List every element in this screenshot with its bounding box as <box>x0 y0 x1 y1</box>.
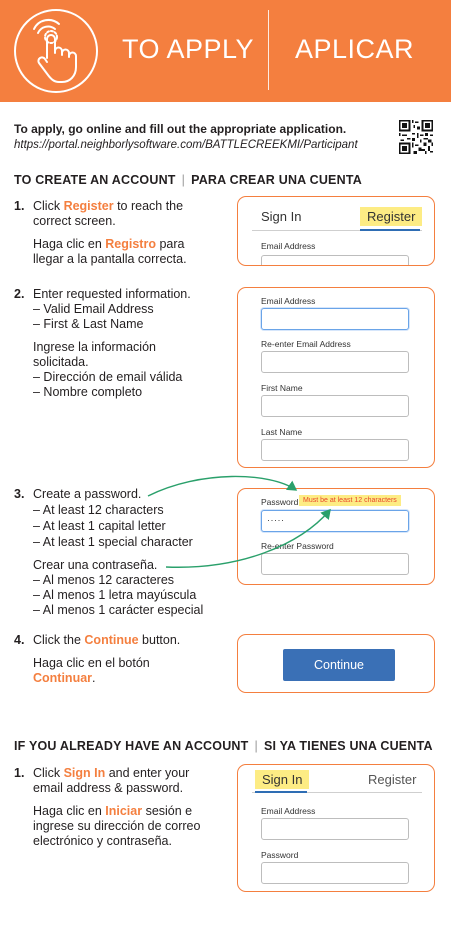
step-3-en-intro: Create a password. <box>33 487 142 501</box>
email-field[interactable] <box>261 818 409 840</box>
step-2-en-item2: – First & Last Name <box>33 317 144 331</box>
tab-sign-in[interactable]: Sign In <box>255 770 309 789</box>
password-value: ····· <box>267 515 285 525</box>
step-3-es-item3: – Al menos 1 carácter especial <box>33 603 204 617</box>
reenter-email-field[interactable] <box>261 351 409 373</box>
step-4-es-line2: Continuar. <box>33 671 96 685</box>
password-card <box>237 488 435 585</box>
step-1-es-line1: Haga clic en Registro para <box>33 237 185 251</box>
reenter-email-label: Re-enter Email Address <box>261 339 351 349</box>
step-3-en-item1: – At least 12 characters <box>33 503 164 517</box>
existing-account-heading: IF YOU ALREADY HAVE AN ACCOUNT | SI YA TIENES UNA CUENTA <box>14 739 433 753</box>
reenter-password-field[interactable] <box>261 553 409 575</box>
email-label: Email Address <box>261 296 316 306</box>
step-3-en-item3: – At least 1 special character <box>33 535 193 549</box>
step-2-es-item2: – Nombre completo <box>33 385 143 399</box>
active-tab-underline <box>360 229 420 231</box>
tab-register[interactable]: Register <box>368 772 417 787</box>
existing-step-en-line1: Click Sign In and enter your <box>33 766 190 780</box>
continue-card <box>237 634 435 693</box>
last-name-label: Last Name <box>261 427 303 437</box>
hand-tap-icon <box>14 9 98 93</box>
portal-url[interactable]: https://portal.neighborlysoftware.com/BATTLECREEKMI/Participant <box>14 139 358 151</box>
reenter-password-label: Re-enter Password <box>261 541 334 551</box>
step-3-es-item1: – Al menos 12 caracteres <box>33 573 175 587</box>
header-title-es: APLICAR <box>295 34 415 64</box>
step-2-number: 2. <box>14 287 25 301</box>
step-2-en-intro: Enter requested information. <box>33 287 191 301</box>
email-label: Email Address <box>261 806 316 816</box>
tab-register[interactable]: Register <box>360 207 422 226</box>
step-4-en: Click the Continue button. <box>33 633 181 647</box>
first-name-label: First Name <box>261 383 303 393</box>
step-2-es-item1: – Dirección de email válida <box>33 370 183 384</box>
qr-code-icon[interactable] <box>399 120 433 154</box>
existing-step-es-line1: Haga clic en Iniciar sesión e <box>33 804 193 818</box>
existing-step-1-number: 1. <box>14 766 25 780</box>
active-tab-underline <box>255 791 307 793</box>
password-error-badge: Must be at least 12 characters <box>299 495 401 506</box>
email-field[interactable] <box>261 308 409 330</box>
step-1-en-line1: Click Register to reach the <box>33 199 184 213</box>
header-title-en: TO APPLY <box>122 34 255 64</box>
step-1-number: 1. <box>14 199 25 213</box>
register-form-card <box>237 287 435 468</box>
step-2-es-intro1: Ingrese la información <box>33 340 156 354</box>
step-3-number: 3. <box>14 487 25 501</box>
register-tab-card <box>237 196 435 266</box>
continue-button[interactable]: Continue <box>283 649 395 681</box>
password-label: Password <box>261 497 299 507</box>
sign-in-card <box>237 764 435 892</box>
intro-instruction: To apply, go online and fill out the appropriate application. <box>14 122 347 136</box>
step-4-es-line1: Haga clic en el botón <box>33 656 150 670</box>
email-label: Email Address <box>261 241 316 251</box>
password-field[interactable] <box>261 862 409 884</box>
step-4-number: 4. <box>14 633 25 647</box>
existing-step-es-line3: electrónico y contraseña. <box>33 834 172 848</box>
email-field[interactable] <box>261 255 409 266</box>
header-banner <box>0 0 451 102</box>
first-name-field[interactable] <box>261 395 409 417</box>
header-divider <box>268 10 269 90</box>
step-2-es-intro2: solicitada. <box>33 355 89 369</box>
password-label: Password <box>261 850 299 860</box>
step-3-en-item2: – At least 1 capital letter <box>33 519 166 533</box>
last-name-field[interactable] <box>261 439 409 461</box>
step-1-en-line2: correct screen. <box>33 214 116 228</box>
existing-step-es-line2: ingrese su dirección de correo <box>33 819 201 833</box>
existing-step-en-line2: email address & password. <box>33 781 184 795</box>
create-account-heading: TO CREATE AN ACCOUNT | PARA CREAR UNA CUENTA <box>14 173 362 187</box>
step-3-es-item2: – Al menos 1 letra mayúscula <box>33 588 197 602</box>
tab-sign-in[interactable]: Sign In <box>261 209 302 224</box>
step-3-es-intro: Crear una contraseña. <box>33 558 158 572</box>
step-1-es-line2: llegar a la pantalla correcta. <box>33 252 187 266</box>
step-2-en-item1: – Valid Email Address <box>33 302 154 316</box>
